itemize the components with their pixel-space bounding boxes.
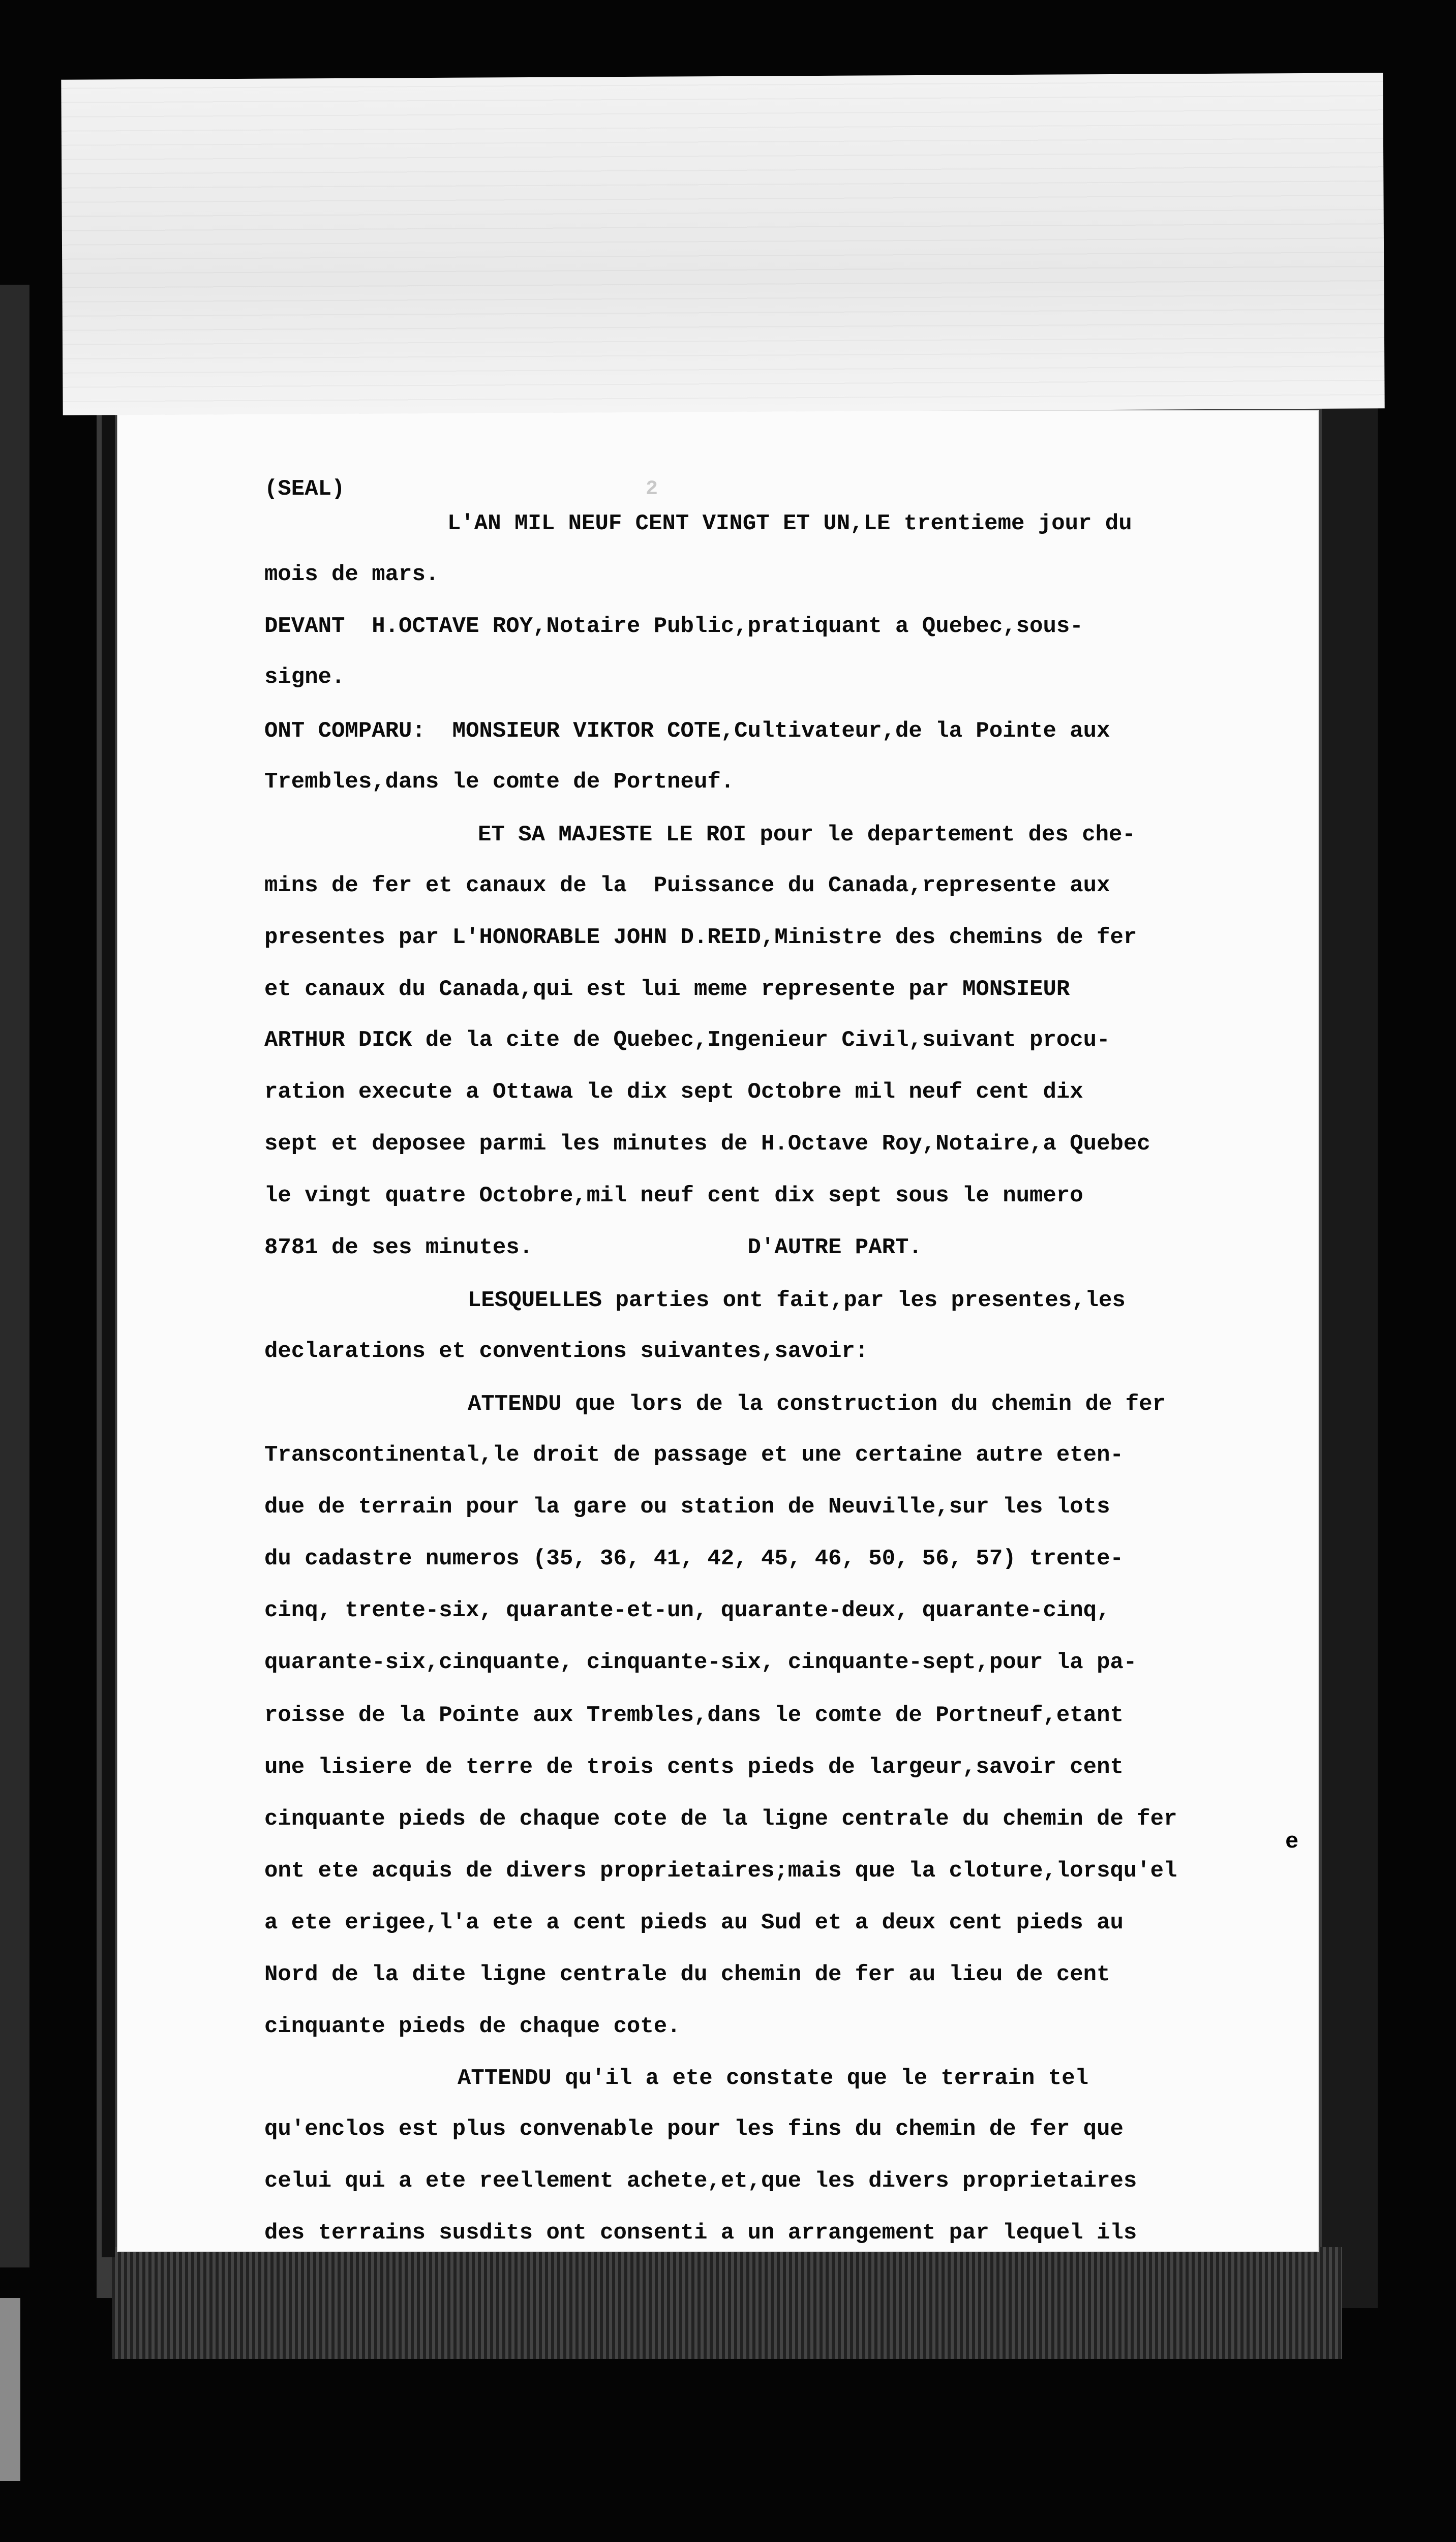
text-line: LESQUELLES parties ont fait,par les presentes,les xyxy=(468,1288,1126,1313)
text-line: due de terrain pour la gare ou station de Neuville,sur les lots xyxy=(264,1494,1110,1520)
text-line: sept et deposee parmi les minutes de H.Octave Roy,Notaire,a Quebec xyxy=(264,1131,1150,1157)
text-line: ARTHUR DICK de la cite de Quebec,Ingenieur Civil,suivant procu- xyxy=(264,1027,1110,1053)
seal-label: (SEAL) xyxy=(264,476,345,502)
scan-edge xyxy=(0,2298,20,2481)
scan-edge xyxy=(0,285,29,2267)
text-line: ATTENDU qu'il a ete constate que le terrain tel xyxy=(458,2066,1089,2091)
text-line: celui qui a ete reellement achete,et,que les divers proprietaires xyxy=(264,2168,1137,2194)
text-line: cinq, trente-six, quarante-et-un, quarante-deux, quarante-cinq, xyxy=(264,1598,1110,1623)
text-line: roisse de la Pointe aux Trembles,dans le comte de Portneuf,etant xyxy=(264,1703,1124,1728)
text-line: ATTENDU que lors de la construction du chemin de fer xyxy=(468,1391,1166,1417)
text-line: quarante-six,cinquante, cinquante-six, cinquante-sept,pour la pa- xyxy=(264,1650,1137,1675)
text-line: L'AN MIL NEUF CENT VINGT ET UN,LE trentieme jour du xyxy=(447,511,1132,536)
text-line: cinquante pieds de chaque cote de la ligne centrale du chemin de fer xyxy=(264,1806,1177,1832)
slip-texture xyxy=(61,73,1384,415)
text-line: declarations et conventions suivantes,savoir: xyxy=(264,1339,869,1364)
text-line: mois de mars. xyxy=(264,562,439,587)
text-line: Trembles,dans le comte de Portneuf. xyxy=(264,769,735,795)
text-line: Transcontinental,le droit de passage et une certaine autre eten- xyxy=(264,1442,1124,1468)
text-line: le vingt quatre Octobre,mil neuf cent dix sept sous le numero xyxy=(264,1183,1083,1208)
page-number: 2 xyxy=(646,478,658,501)
text-line: du cadastre numeros (35, 36, 41, 42, 45, 46, 50, 56, 57) trente- xyxy=(264,1546,1124,1571)
text-line: a ete erigee,l'a ete a cent pieds au Sud et a deux cent pieds au xyxy=(264,1910,1124,1935)
text-line: et canaux du Canada,qui est lui meme represente par MONSIEUR xyxy=(264,977,1070,1002)
text-line: signe. xyxy=(264,664,345,690)
text-line: ET SA MAJESTE LE ROI pour le departement des che- xyxy=(478,822,1136,848)
text-line: ONT COMPARU: MONSIEUR VIKTOR COTE,Cultivateur,de la Pointe aux xyxy=(264,718,1110,744)
overlay-paper-slip xyxy=(61,73,1384,415)
text-line: une lisiere de terre de trois cents pieds de largeur,savoir cent xyxy=(264,1754,1124,1780)
text-line: 8781 de ses minutes. D'AUTRE PART. xyxy=(264,1235,922,1260)
text-line: ont ete acquis de divers proprietaires;mais que la cloture,lorsqu'el xyxy=(264,1858,1177,1884)
text-line: ration execute a Ottawa le dix sept Octobre mil neuf cent dix xyxy=(264,1079,1083,1105)
stray-character: e xyxy=(1285,1829,1299,1855)
text-line: DEVANT H.OCTAVE ROY,Notaire Public,pratiquant a Quebec,sous- xyxy=(264,614,1083,639)
text-line: qu'enclos est plus convenable pour les fins du chemin de fer que xyxy=(264,2116,1124,2142)
underlying-sheet-edge xyxy=(112,2247,1342,2359)
text-line: des terrains susdits ont consenti a un arrangement par lequel ils xyxy=(264,2220,1137,2246)
page-edge xyxy=(102,402,115,2257)
text-line: cinquante pieds de chaque cote. xyxy=(264,2014,681,2039)
binding-shadow xyxy=(1322,366,1378,2308)
text-line: mins de fer et canaux de la Puissance du Canada,represente aux xyxy=(264,873,1110,898)
text-line: Nord de la dite ligne centrale du chemin de fer au lieu de cent xyxy=(264,1962,1110,1987)
text-line: presentes par L'HONORABLE JOHN D.REID,Ministre des chemins de fer xyxy=(264,925,1137,950)
